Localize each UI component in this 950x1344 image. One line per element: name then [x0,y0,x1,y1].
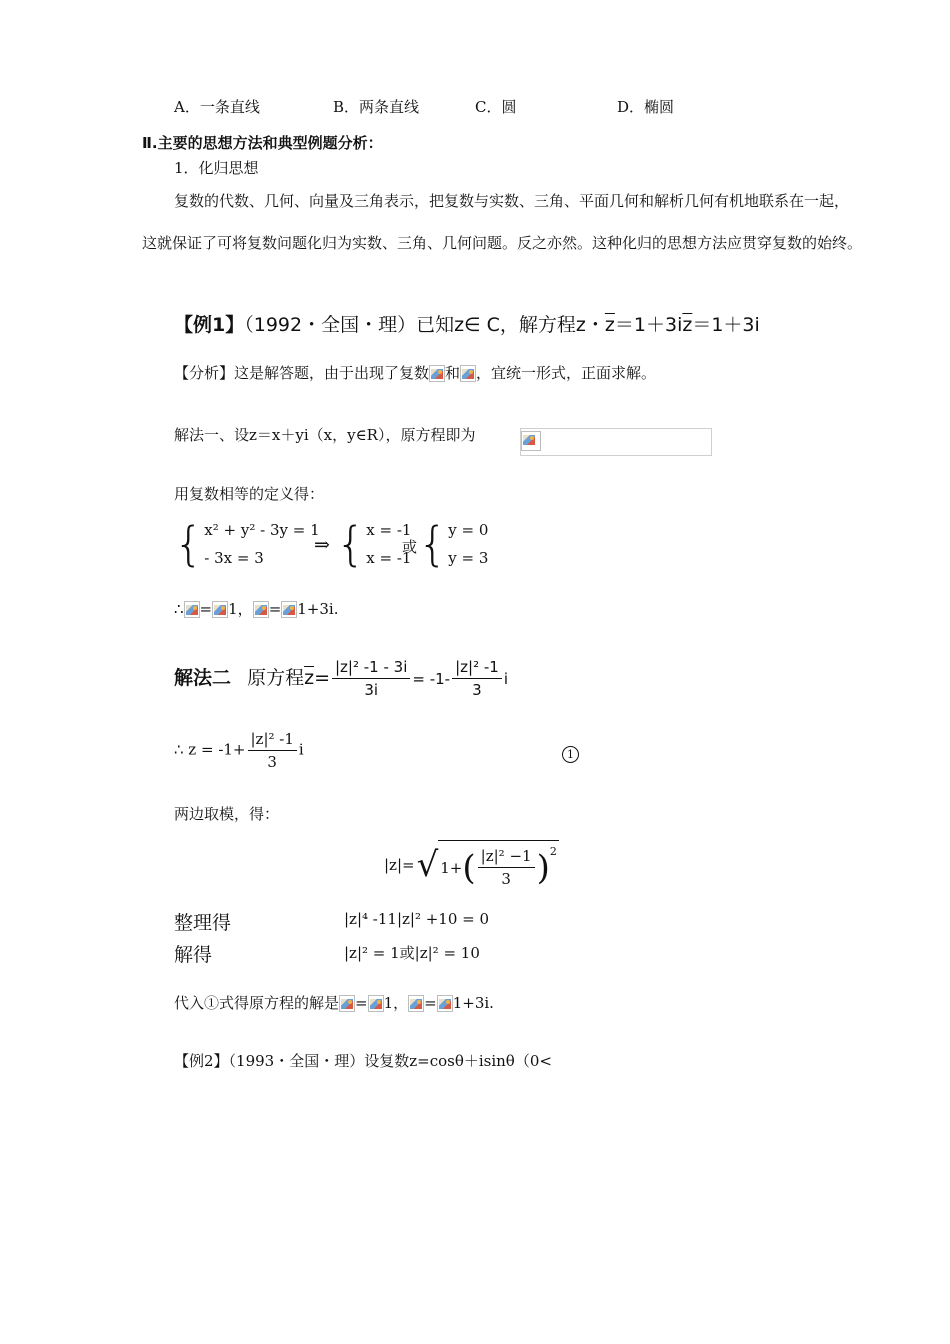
therefore-symbol: ∴ [174,600,184,618]
modulus-fraction [478,845,535,890]
sys3-row2: y = 3 [448,549,489,567]
equals-sign: = [355,994,368,1012]
sys1-row2: - 3x = 3 [204,549,264,567]
equals-sign: = [424,994,437,1012]
subsection-title: 1．化归思想 [174,159,259,177]
broken-image-icon [437,995,453,1012]
comma: ， [393,994,409,1012]
exponent: 2 [549,845,557,858]
fraction-2 [452,656,502,701]
method2-mid: = -1- [412,670,451,688]
tidy-equation: |z|⁴ -11|z|² +10 = 0 [344,910,490,928]
equation-number-1 [562,744,579,763]
broken-image-icon [184,601,200,618]
brace-icon: { [418,517,448,571]
sys2-row1: x = -1 [366,521,412,539]
method2-tail: i [503,670,508,688]
sys1-row1: x² + y² - 3y = 1 [204,521,320,539]
method2-text: 原方程 [247,667,305,689]
example1-eq-end: ＝1＋3i [692,314,760,336]
analysis-prefix: 【分析】这是解答题，由于出现了复数 [174,364,430,382]
option-d: D．椭圆 [617,98,675,116]
line2-prefix: ∴ z = -1+ [174,740,246,759]
analysis-mid: 和 [445,364,461,382]
broken-image-icon [253,601,269,618]
result-value-1: 1 [228,600,238,618]
implies-symbol: ⇒ [314,534,330,556]
method1-definition: 用复数相等的定义得： [174,485,325,503]
analysis-suffix: ，宜统一形式，正面求解。 [476,364,657,382]
broken-image-icon [339,995,355,1012]
sys2-row2: x = -1 [366,549,412,567]
method1-intro: 解法一、设z＝x＋yi（x，y∈R），原方程即为 [174,426,476,444]
comma: ， [237,600,253,618]
intro-paragraph: 复数的代数、几何、向量及三角表示，把复数与实数、三角、平面几何和解析几何有机地联系在一起，这就保证了可将复数问题化归为实数、三角、几何问题。反之亦然。这种化归的思想方法应贯穿复数的始终。 [142,192,863,252]
broken-image-icon [408,995,424,1012]
example1-label: 【例1】 [174,314,245,336]
fraction-2-num: |z|² -1 [452,656,502,679]
modulus-equation [384,840,559,890]
example2-line: 【例2】（1993・全国・理）设复数z=cosθ＋isinθ（0< [174,1052,552,1070]
example1-source: （1992・全国・理）已知z∈ C，解方程z・ [244,314,605,336]
brace-icon: { [174,517,204,571]
substitution-prefix: 代入①式得原方程的解是 [174,994,340,1012]
option-c: C．圆 [475,98,517,116]
fraction-1 [332,656,410,701]
option-b: B．两条直线 [333,98,420,116]
example1-eq-rest: ＝1＋3i [614,314,683,336]
mod-frac-num: |z|² −1 [478,845,535,868]
equals-sign: = [268,600,282,618]
sqrt-body [438,840,559,890]
substitution-line [174,992,494,1013]
fraction-3-num: |z|² -1 [248,728,297,751]
method2-label: 解法二 [174,667,232,689]
line2-tail: i [298,740,304,759]
method2-line2 [174,728,304,773]
equation-image-placeholder [520,428,712,456]
broken-image-icon [521,431,541,451]
fraction-1-num: |z|² -1 - 3i [332,656,410,679]
broken-image-icon [460,365,476,382]
equals-sign: = [199,600,213,618]
solve-label: 解得 [174,944,213,966]
equals-sign: = [314,667,330,689]
substitution-value-2: 1+3i. [452,994,494,1012]
broken-image-icon [368,995,384,1012]
right-paren-icon: ) [536,847,550,888]
circled-number: 1 [562,746,579,763]
left-paren-icon: ( [462,847,476,888]
brace-icon: { [336,517,366,571]
equation-system-2 [336,516,411,572]
broken-image-icon [212,601,228,618]
example1-zbar: $\overline{z}$ [604,314,615,336]
broken-image-icon [281,601,297,618]
option-a: A．一条直线 [174,98,260,116]
substitution-value-1: 1 [383,994,394,1012]
or-word: 或 [402,538,418,556]
example1-zbar2: $\overline{z}$ [682,314,693,336]
mod-frac-den: 3 [501,870,511,888]
modulus-lhs: |z|= [384,856,415,874]
modulus-line: 两边取模，得： [174,805,280,823]
tidy-label: 整理得 [174,912,232,934]
fraction-2-den: 3 [472,681,482,699]
analysis-line [174,362,656,383]
fraction-3-den: 3 [267,753,277,771]
equation-system-3 [418,516,488,572]
equation-system-1 [174,516,320,572]
fraction-1-den: 3i [364,681,379,699]
method2-line1 [174,656,508,701]
sys3-row1: y = 0 [448,521,489,539]
sqrt-icon: √ [416,845,439,885]
fraction-3 [248,728,297,773]
zbar: $\overline{z}$ [304,667,315,689]
result-value-2: 1+3i. [297,600,339,618]
example1-line [174,310,760,337]
method1-result [174,598,339,619]
section-heading: Ⅱ.主要的思想方法和典型例题分析： [142,134,383,152]
sqrt-inside: 1+ [440,858,463,877]
solve-equation: |z|² = 1或|z|² = 10 [344,944,480,962]
broken-image-icon [429,365,445,382]
